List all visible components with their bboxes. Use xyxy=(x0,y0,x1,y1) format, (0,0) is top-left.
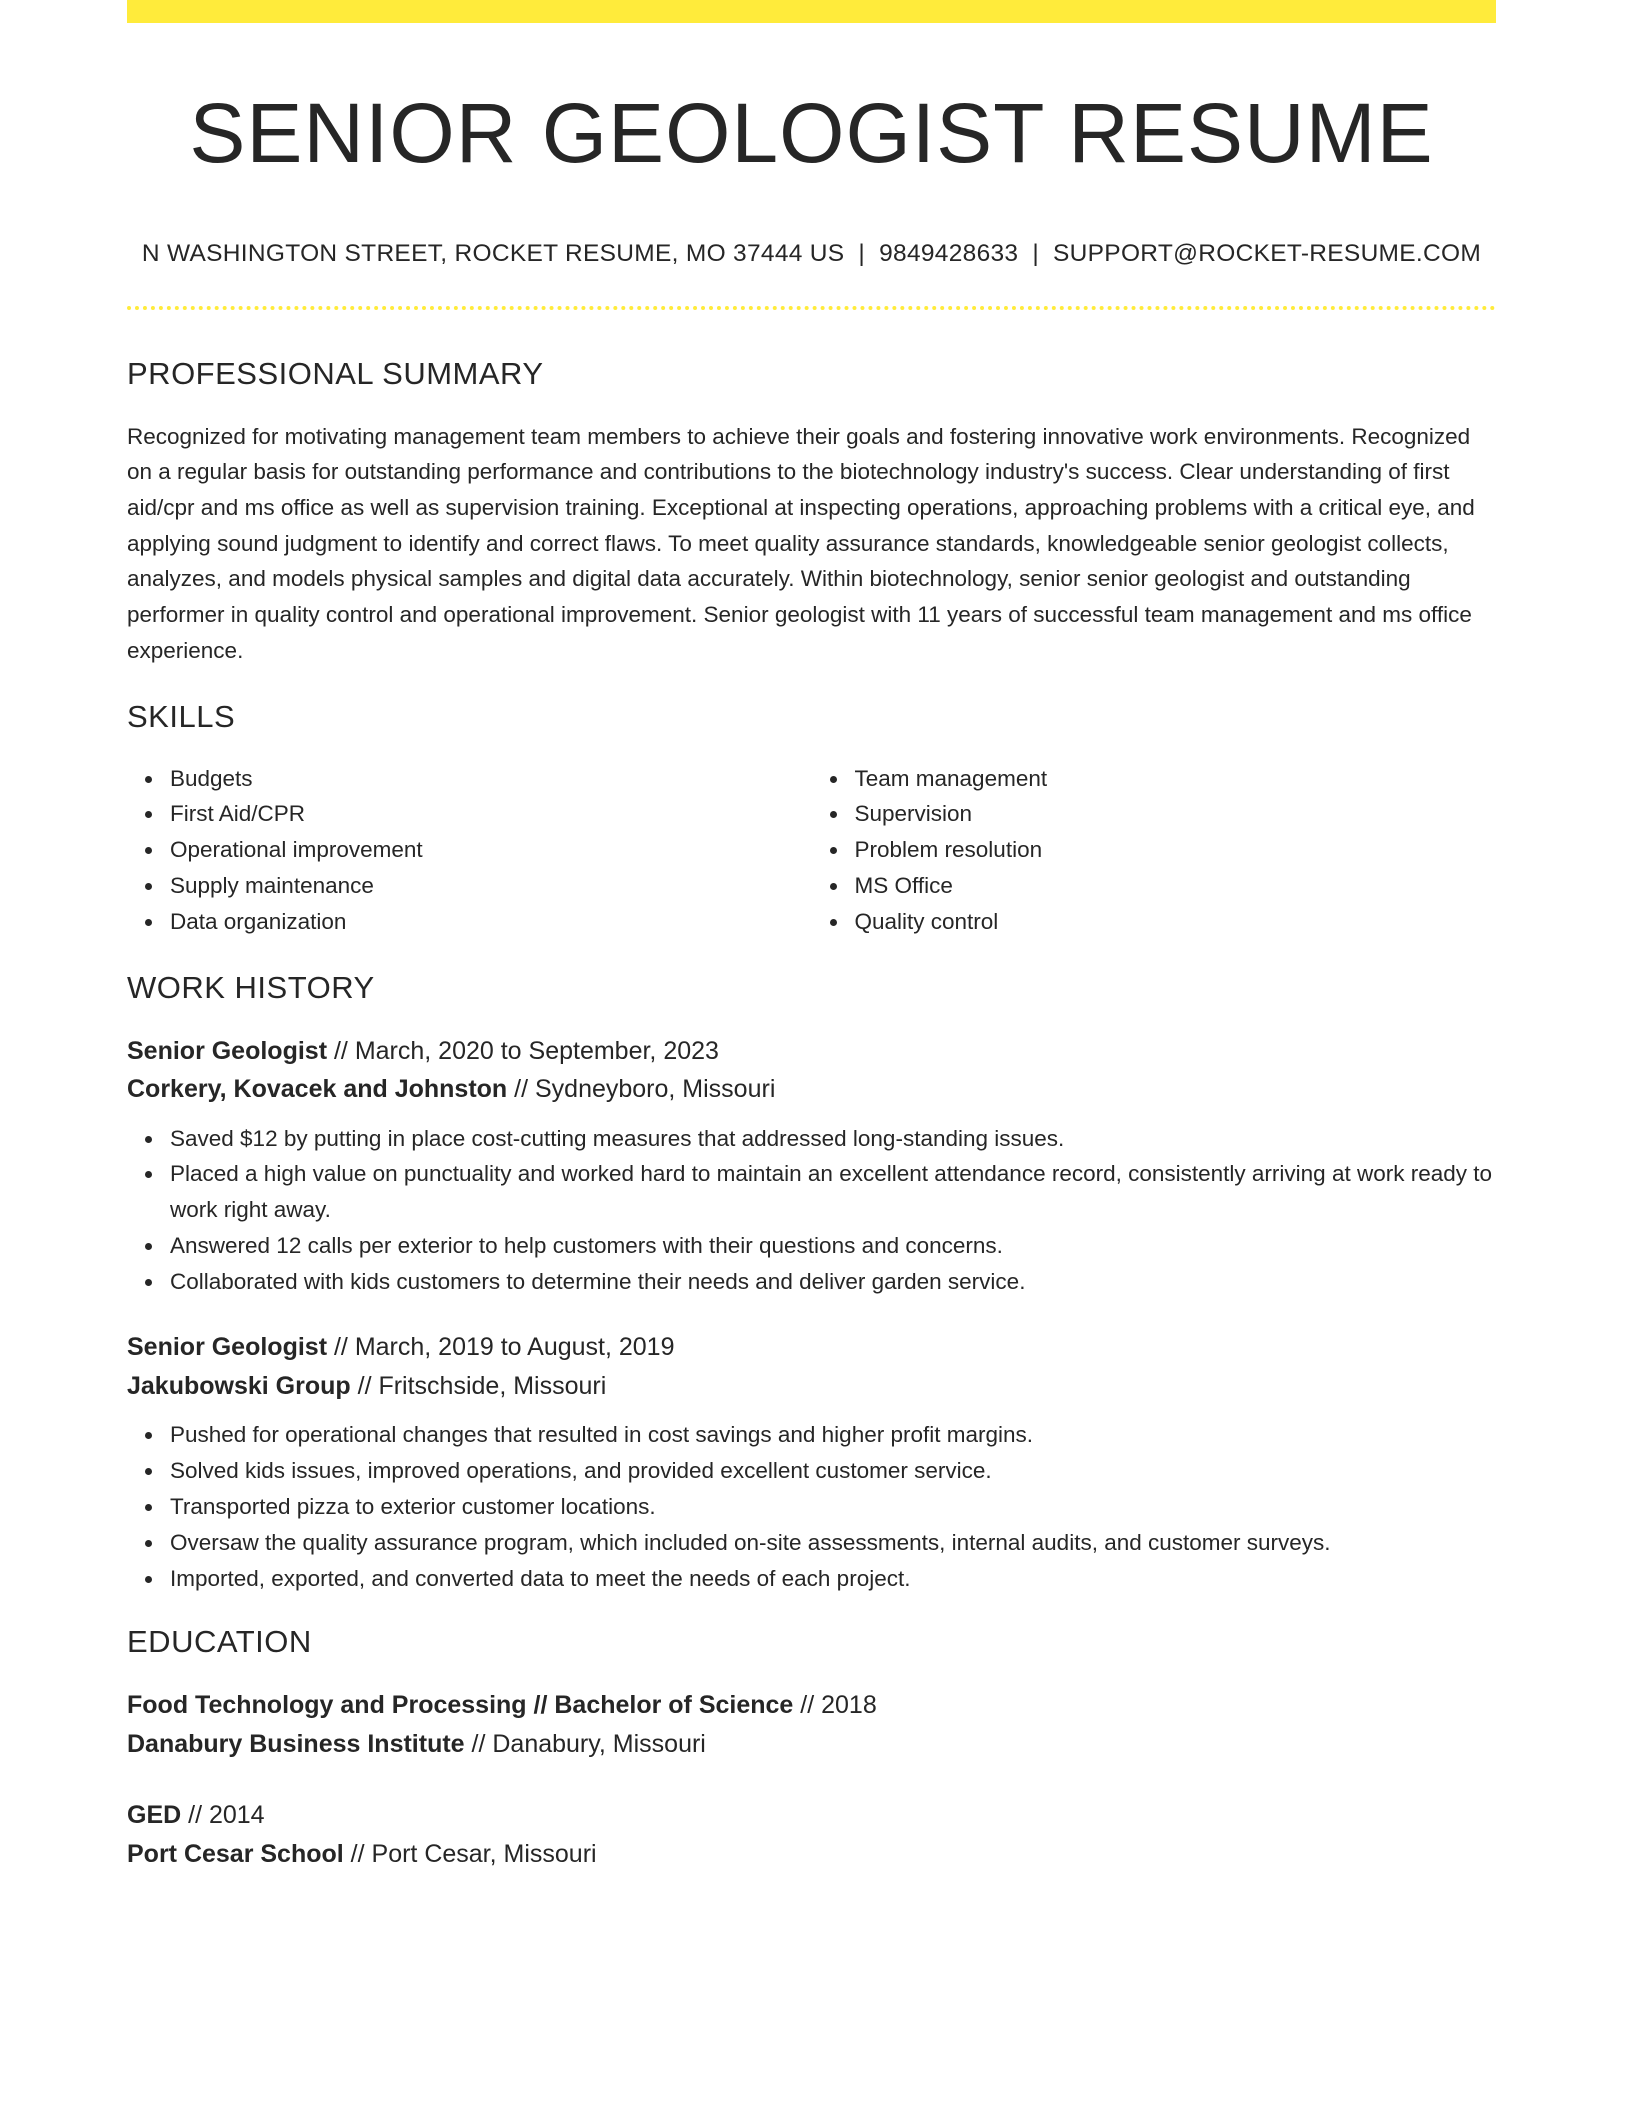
job-title: Senior Geologist xyxy=(127,1036,328,1065)
job-company: Jakubowski Group xyxy=(127,1371,351,1400)
education-degree-line xyxy=(127,1686,1496,1725)
education-section xyxy=(127,1624,1496,1873)
job-title: Senior Geologist xyxy=(127,1333,328,1362)
education-school: Port Cesar School xyxy=(127,1839,344,1868)
contact-address: N WASHINGTON STREET, ROCKET RESUME, MO 37444 US xyxy=(141,239,845,267)
contact-separator: | xyxy=(1032,239,1040,267)
contact-line xyxy=(127,240,1496,268)
job-bullet-list xyxy=(127,1417,1496,1596)
skills-grid xyxy=(127,761,1496,940)
section-heading-work: WORK HISTORY xyxy=(127,969,375,1005)
dotted-divider xyxy=(127,306,1496,310)
work-history-section xyxy=(127,970,1496,1597)
skill-item: Team management xyxy=(855,761,1497,797)
skills-section xyxy=(127,699,1496,940)
job-entry xyxy=(127,1328,1496,1596)
resume-content xyxy=(127,0,1496,1873)
job-title-line xyxy=(127,1032,1496,1071)
skill-item: First Aid/CPR xyxy=(170,796,812,832)
education-entry xyxy=(127,1686,1496,1763)
professional-summary-section xyxy=(127,356,1496,669)
education-school: Danabury Business Institute xyxy=(127,1729,465,1758)
job-bullet: Transported pizza to exterior customer locations. xyxy=(170,1489,1496,1525)
job-bullet-list xyxy=(127,1121,1496,1300)
skill-item: Problem resolution xyxy=(855,832,1497,868)
education-entry xyxy=(127,1796,1496,1873)
job-bullet: Collaborated with kids customers to determine their needs and deliver garden service. xyxy=(170,1264,1496,1300)
job-bullet: Solved kids issues, improved operations, and provided excellent customer service. xyxy=(170,1453,1496,1489)
skill-item: Supervision xyxy=(855,796,1497,832)
job-bullet: Imported, exported, and converted data to meet the needs of each project. xyxy=(170,1561,1496,1597)
job-company: Corkery, Kovacek and Johnston xyxy=(127,1075,508,1103)
contact-separator: | xyxy=(858,239,866,267)
section-heading-education: EDUCATION xyxy=(127,1624,312,1660)
job-company-line xyxy=(127,1070,1496,1109)
job-dates: // March, 2019 to August, 2019 xyxy=(327,1333,675,1362)
job-bullet: Saved $12 by putting in place cost-cutting measures that addressed long-standing issues. xyxy=(170,1121,1496,1157)
job-entry xyxy=(127,1032,1496,1300)
education-degree-line xyxy=(127,1796,1496,1835)
accent-top-bar xyxy=(127,0,1496,23)
resume-title: SENIOR GEOLOGIST RESUME xyxy=(189,86,1434,180)
job-bullet: Answered 12 calls per exterior to help customers with their questions and concerns. xyxy=(170,1228,1496,1264)
education-year: // 2014 xyxy=(181,1801,265,1830)
job-location: // Fritschside, Missouri xyxy=(350,1371,607,1400)
education-location: // Port Cesar, Missouri xyxy=(343,1839,597,1868)
skills-column-right xyxy=(812,761,1497,940)
job-bullet: Oversaw the quality assurance program, which included on-site assessments, internal audits, and customer surveys. xyxy=(170,1525,1496,1561)
job-dates: // March, 2020 to September, 2023 xyxy=(327,1036,719,1065)
section-heading-summary: PROFESSIONAL SUMMARY xyxy=(127,355,544,391)
summary-paragraph: Recognized for motivating management team members to achieve their goals and fostering innovative work environments. Recognized on a regular basis for outstanding performance and contributions to the biotechnology industry's success. Clear understanding of first aid/cpr and ms office as well as supervision training. Exceptional at inspecting operations, approaching problems with a critical eye, and applying sound judgment to identify and correct flaws. To meet quality assurance standards, knowledgeable senior geologist collects, analyzes, and models physical samples and digital data accurately. Within biotechnology, senior senior geologist and outstanding performer in quality control and operational improvement. Senior geologist with 11 years of successful team management and ms office experience. xyxy=(127,423,1475,663)
skill-item: Data organization xyxy=(170,904,812,940)
skills-column-left xyxy=(127,761,812,940)
education-degree: Food Technology and Processing // Bachelor of Science xyxy=(127,1691,794,1720)
job-company-line xyxy=(127,1367,1496,1406)
contact-email: SUPPORT@ROCKET-RESUME.COM xyxy=(1053,239,1482,267)
skill-item: MS Office xyxy=(855,868,1497,904)
education-degree: GED xyxy=(127,1801,182,1830)
job-bullet: Placed a high value on punctuality and worked hard to maintain an excellent attendance record, consistently arriving at work ready to work right away. xyxy=(170,1156,1496,1228)
job-bullet: Pushed for operational changes that resulted in cost savings and higher profit margins. xyxy=(170,1417,1496,1453)
job-location: // Sydneyboro, Missouri xyxy=(507,1075,776,1103)
education-school-line xyxy=(127,1725,1496,1764)
education-location: // Danabury, Missouri xyxy=(464,1729,706,1758)
contact-phone: 9849428633 xyxy=(879,239,1019,267)
skill-item: Supply maintenance xyxy=(170,868,812,904)
education-school-line xyxy=(127,1835,1496,1874)
section-heading-skills: SKILLS xyxy=(127,698,236,734)
job-title-line xyxy=(127,1328,1496,1367)
skill-item: Quality control xyxy=(855,904,1497,940)
education-year: // 2018 xyxy=(793,1691,877,1720)
skill-item: Budgets xyxy=(170,761,812,797)
skill-item: Operational improvement xyxy=(170,832,812,868)
